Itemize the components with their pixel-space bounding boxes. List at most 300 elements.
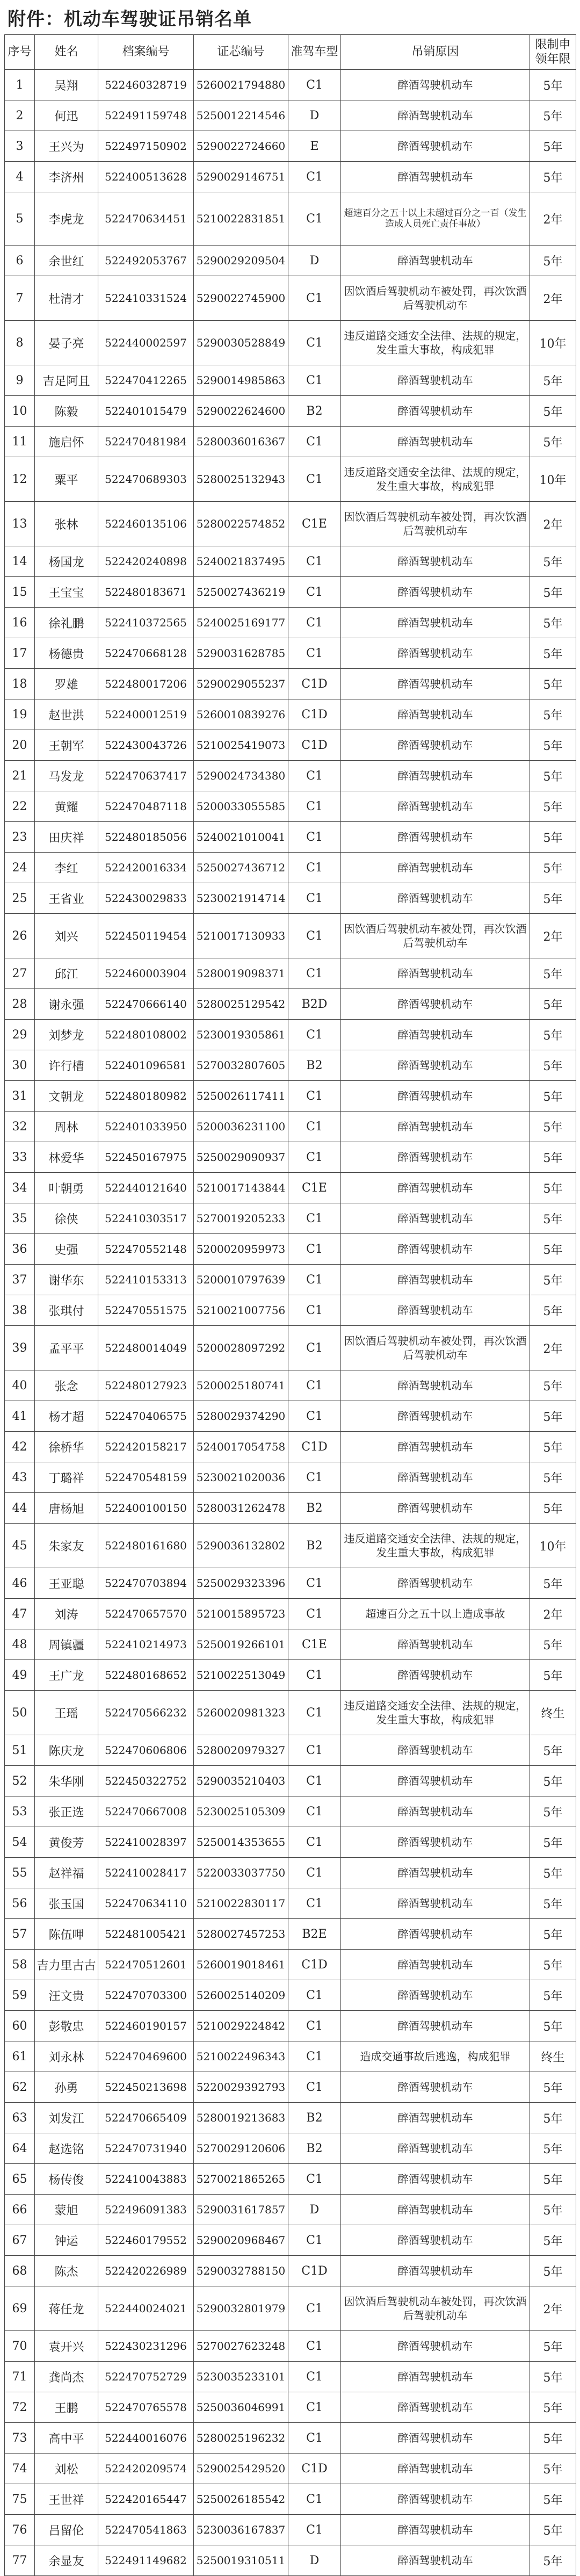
revocation-reason-cell: 醉酒驾驶机动车 (341, 1173, 530, 1203)
restriction-years-cell: 5年 (530, 1370, 576, 1401)
restriction-years-cell: 5年 (530, 608, 576, 638)
restriction-years-cell: 5年 (530, 2225, 576, 2256)
revocation-reason-cell: 醉酒驾驶机动车 (341, 2545, 530, 2576)
table-row (5, 276, 576, 321)
driver-name-cell: 粟平 (35, 457, 98, 502)
driver-name-cell: 田庆祥 (35, 822, 98, 853)
restriction-years-cell: 5年 (530, 1888, 576, 1919)
table-row (5, 2164, 576, 2195)
chip-number-cell: 5290032788150 (194, 2256, 288, 2286)
row-index-cell: 65 (5, 2164, 35, 2195)
row-index-cell: 35 (5, 1203, 35, 1234)
file-number-cell: 522420158217 (98, 1432, 194, 1462)
chip-number-cell: 5230021020036 (194, 1462, 288, 1493)
revocation-reason-cell: 醉酒驾驶机动车 (341, 1050, 530, 1081)
vehicle-class-cell: B2 (288, 1524, 341, 1568)
driver-name-cell: 王世祥 (35, 2484, 98, 2515)
row-index-cell: 77 (5, 2545, 35, 2576)
row-index-cell: 76 (5, 2515, 35, 2545)
vehicle-class-cell: C1 (288, 791, 341, 822)
driver-name-cell: 赵祥福 (35, 1858, 98, 1888)
revocation-reason-cell: 醉酒驾驶机动车 (341, 1919, 530, 1950)
row-index-cell: 52 (5, 1766, 35, 1796)
row-index-cell: 7 (5, 276, 35, 321)
driver-name-cell: 张念 (35, 1370, 98, 1401)
file-number-cell: 522460328719 (98, 70, 194, 100)
restriction-years-cell: 2年 (530, 1599, 576, 1629)
revocation-reason-cell: 醉酒驾驶机动车 (341, 1401, 530, 1432)
chip-number-cell: 5250019310511 (194, 2545, 288, 2576)
restriction-years-cell: 5年 (530, 1858, 576, 1888)
chip-number-cell: 5290014985863 (194, 365, 288, 396)
row-index-cell: 71 (5, 2362, 35, 2392)
restriction-years-cell: 2年 (530, 2286, 576, 2331)
vehicle-class-cell: C1 (288, 1203, 341, 1234)
restriction-years-cell: 5年 (530, 2133, 576, 2164)
chip-number-cell: 5230025105309 (194, 1796, 288, 1827)
file-number-cell: 522410303517 (98, 1203, 194, 1234)
file-number-cell: 522470731940 (98, 2133, 194, 2164)
chip-number-cell: 5280036016367 (194, 427, 288, 457)
chip-number-cell: 5210022496343 (194, 2041, 288, 2072)
revocation-reason-cell: 醉酒驾驶机动车 (341, 546, 530, 577)
restriction-years-cell: 5年 (530, 1629, 576, 1660)
driver-name-cell: 张正选 (35, 1796, 98, 1827)
table-row (5, 192, 576, 246)
row-index-cell: 45 (5, 1524, 35, 1568)
file-number-cell: 522470512601 (98, 1950, 194, 1980)
table-row (5, 2041, 576, 2072)
revocation-reason-cell: 醉酒驾驶机动车 (341, 1735, 530, 1766)
vehicle-class-cell: B2 (288, 2103, 341, 2133)
revocation-reason-cell: 醉酒驾驶机动车 (341, 246, 530, 276)
driver-name-cell: 文朝龙 (35, 1081, 98, 1112)
table-row (5, 1050, 576, 1081)
driver-name-cell: 吴翔 (35, 70, 98, 100)
driver-name-cell: 杨德贵 (35, 638, 98, 669)
chip-number-cell: 5200033055585 (194, 791, 288, 822)
vehicle-class-cell: C1D (288, 699, 341, 730)
vehicle-class-cell: C1 (288, 2011, 341, 2041)
chip-number-cell: 5200025180741 (194, 1370, 288, 1401)
chip-number-cell: 5260019018461 (194, 1950, 288, 1980)
table-row (5, 761, 576, 791)
driver-name-cell: 钟运 (35, 2225, 98, 2256)
driver-name-cell: 陈庆龙 (35, 1735, 98, 1766)
table-row (5, 2454, 576, 2484)
row-index-cell: 12 (5, 457, 35, 502)
restriction-years-cell: 5年 (530, 822, 576, 853)
vehicle-class-cell: C1 (288, 1858, 341, 1888)
row-index-cell: 43 (5, 1462, 35, 1493)
vehicle-class-cell: C1 (288, 822, 341, 853)
restriction-years-cell: 5年 (530, 1827, 576, 1858)
restriction-years-cell: 5年 (530, 791, 576, 822)
chip-number-cell: 5210029224842 (194, 2011, 288, 2041)
chip-number-cell: 5270019205233 (194, 1203, 288, 1234)
revocation-reason-cell: 醉酒驾驶机动车 (341, 2454, 530, 2484)
chip-number-cell: 5280019213683 (194, 2103, 288, 2133)
chip-number-cell: 5290025429520 (194, 2454, 288, 2484)
driver-name-cell: 杨国龙 (35, 546, 98, 577)
chip-number-cell: 5250027436219 (194, 577, 288, 608)
file-number-cell: 522450119454 (98, 914, 194, 958)
revocation-reason-cell: 醉酒驾驶机动车 (341, 1980, 530, 2011)
table-row (5, 638, 576, 669)
row-index-cell: 50 (5, 1691, 35, 1735)
revocation-reason-cell: 醉酒驾驶机动车 (341, 958, 530, 989)
restriction-years-cell: 5年 (530, 1735, 576, 1766)
row-index-cell: 46 (5, 1568, 35, 1599)
vehicle-class-cell: B2D (288, 989, 341, 1020)
restriction-years-cell: 5年 (530, 2195, 576, 2225)
revocation-reason-cell: 醉酒驾驶机动车 (341, 2331, 530, 2362)
revocation-reason-cell: 醉酒驾驶机动车 (341, 853, 530, 883)
restriction-years-cell: 5年 (530, 2103, 576, 2133)
chip-number-cell: 5280031262478 (194, 1493, 288, 1524)
file-number-cell: 522481005421 (98, 1919, 194, 1950)
file-number-cell: 522480185056 (98, 822, 194, 853)
restriction-years-cell: 5年 (530, 1265, 576, 1295)
table-row (5, 1660, 576, 1691)
revocation-reason-cell: 醉酒驾驶机动车 (341, 1796, 530, 1827)
row-index-cell: 10 (5, 396, 35, 427)
file-number-cell: 522470765578 (98, 2392, 194, 2423)
table-row (5, 1203, 576, 1234)
file-number-cell: 522480108002 (98, 1020, 194, 1050)
file-number-cell: 522470634110 (98, 1888, 194, 1919)
revocation-reason-cell: 醉酒驾驶机动车 (341, 162, 530, 192)
file-number-cell: 522410028397 (98, 1827, 194, 1858)
revocation-reason-cell: 醉酒驾驶机动车 (341, 1370, 530, 1401)
vehicle-class-cell: B2 (288, 2133, 341, 2164)
driver-name-cell: 王朝军 (35, 730, 98, 761)
row-index-cell: 56 (5, 1888, 35, 1919)
driver-name-cell: 施启怀 (35, 427, 98, 457)
row-index-cell: 15 (5, 577, 35, 608)
chip-number-cell: 5290032801979 (194, 2286, 288, 2331)
restriction-years-cell: 5年 (530, 1295, 576, 1326)
file-number-cell: 522470469600 (98, 2041, 194, 2072)
restriction-years-cell: 5年 (530, 883, 576, 914)
vehicle-class-cell: C1 (288, 1568, 341, 1599)
table-row (5, 1980, 576, 2011)
table-row (5, 1827, 576, 1858)
row-index-cell: 39 (5, 1326, 35, 1370)
table-row (5, 1081, 576, 1112)
vehicle-class-cell: C1 (288, 2041, 341, 2072)
driver-name-cell: 王兴为 (35, 131, 98, 162)
chip-number-cell: 5210022831851 (194, 192, 288, 246)
file-number-cell: 522440024021 (98, 2286, 194, 2331)
file-number-cell: 522420240898 (98, 546, 194, 577)
restriction-years-cell: 5年 (530, 396, 576, 427)
vehicle-class-cell: C1 (288, 162, 341, 192)
revocation-reason-cell: 违反道路交通安全法律、法规的规定，发生重大事故，构成犯罪 (341, 457, 530, 502)
restriction-years-cell: 5年 (530, 2256, 576, 2286)
restriction-years-cell: 5年 (530, 2362, 576, 2392)
driver-name-cell: 王省业 (35, 883, 98, 914)
restriction-years-cell: 5年 (530, 1980, 576, 2011)
file-number-cell: 522470548159 (98, 1462, 194, 1493)
table-row (5, 2423, 576, 2454)
chip-number-cell: 5260020981323 (194, 1691, 288, 1735)
revocation-reason-cell: 醉酒驾驶机动车 (341, 577, 530, 608)
driver-name-cell: 陈伍呷 (35, 1919, 98, 1950)
vehicle-class-cell: C1 (288, 70, 341, 100)
revocation-reason-cell: 因饮酒后驾驶机动车被处罚，再次饮酒后驾驶机动车 (341, 1326, 530, 1370)
driver-name-cell: 袁开兴 (35, 2331, 98, 2362)
file-number-cell: 522470689303 (98, 457, 194, 502)
table-row (5, 1234, 576, 1265)
file-number-cell: 522410153313 (98, 1265, 194, 1295)
driver-name-cell: 徐礼鹏 (35, 608, 98, 638)
chip-number-cell: 5250014353655 (194, 1827, 288, 1858)
row-index-cell: 34 (5, 1173, 35, 1203)
row-index-cell: 2 (5, 100, 35, 131)
chip-number-cell: 5290029146751 (194, 162, 288, 192)
row-index-cell: 9 (5, 365, 35, 396)
row-index-cell: 4 (5, 162, 35, 192)
table-row (5, 1796, 576, 1827)
table-row (5, 822, 576, 853)
file-number-cell: 522480180982 (98, 1081, 194, 1112)
restriction-years-cell: 5年 (530, 1493, 576, 1524)
restriction-years-cell: 5年 (530, 70, 576, 100)
revocation-reason-cell: 醉酒驾驶机动车 (341, 1950, 530, 1980)
table-row (5, 1462, 576, 1493)
restriction-years-cell: 5年 (530, 246, 576, 276)
driver-name-cell: 许行槽 (35, 1050, 98, 1081)
revocation-reason-cell: 因饮酒后驾驶机动车被处罚，再次饮酒后驾驶机动车 (341, 276, 530, 321)
file-number-cell: 522470487118 (98, 791, 194, 822)
restriction-years-cell: 5年 (530, 1112, 576, 1142)
row-index-cell: 36 (5, 1234, 35, 1265)
table-row (5, 1599, 576, 1629)
file-number-cell: 522450213698 (98, 2072, 194, 2103)
row-index-cell: 13 (5, 502, 35, 546)
file-number-cell: 522497150902 (98, 131, 194, 162)
restriction-years-cell: 5年 (530, 365, 576, 396)
driver-name-cell: 徐侠 (35, 1203, 98, 1234)
restriction-years-cell: 终生 (530, 2041, 576, 2072)
vehicle-class-cell: D (288, 2195, 341, 2225)
table-row (5, 2195, 576, 2225)
row-index-cell: 51 (5, 1735, 35, 1766)
vehicle-class-cell: C1 (288, 1691, 341, 1735)
revocation-reason-cell: 醉酒驾驶机动车 (341, 2103, 530, 2133)
vehicle-class-cell: C1 (288, 365, 341, 396)
driver-name-cell: 李虎龙 (35, 192, 98, 246)
vehicle-class-cell: C1D (288, 2454, 341, 2484)
table-row (5, 70, 576, 100)
driver-name-cell: 丁璐祥 (35, 1462, 98, 1493)
chip-number-cell: 5270029120606 (194, 2133, 288, 2164)
revocation-reason-cell: 造成交通事故后逃逸，构成犯罪 (341, 2041, 530, 2072)
driver-name-cell: 王广龙 (35, 1660, 98, 1691)
table-row (5, 2103, 576, 2133)
revocation-reason-cell: 醉酒驾驶机动车 (341, 608, 530, 638)
revocation-reason-cell: 醉酒驾驶机动车 (341, 2392, 530, 2423)
chip-number-cell: 5220033037750 (194, 1858, 288, 1888)
driver-name-cell: 邱江 (35, 958, 98, 989)
revocation-reason-cell: 醉酒驾驶机动车 (341, 1234, 530, 1265)
driver-name-cell: 晏子亮 (35, 321, 98, 365)
revocation-reason-cell: 醉酒驾驶机动车 (341, 1265, 530, 1295)
file-number-cell: 522410214973 (98, 1629, 194, 1660)
vehicle-class-cell: C1 (288, 321, 341, 365)
table-row (5, 853, 576, 883)
table-row (5, 1629, 576, 1660)
revocation-reason-cell: 醉酒驾驶机动车 (341, 1660, 530, 1691)
restriction-years-cell: 5年 (530, 1050, 576, 1081)
vehicle-class-cell: B2 (288, 396, 341, 427)
driver-name-cell: 彭敬忠 (35, 2011, 98, 2041)
file-number-cell: 522480014049 (98, 1326, 194, 1370)
table-row (5, 1858, 576, 1888)
vehicle-class-cell: C1E (288, 502, 341, 546)
chip-number-cell: 5280025129542 (194, 989, 288, 1020)
revocation-reason-cell: 醉酒驾驶机动车 (341, 1020, 530, 1050)
file-number-cell: 522450322752 (98, 1766, 194, 1796)
row-index-cell: 23 (5, 822, 35, 853)
chip-number-cell: 5230036167837 (194, 2515, 288, 2545)
vehicle-class-cell: C1D (288, 1950, 341, 1980)
vehicle-class-cell: C1 (288, 2484, 341, 2515)
restriction-years-cell: 5年 (530, 989, 576, 1020)
vehicle-class-cell: C1D (288, 1432, 341, 1462)
file-number-cell: 522470667008 (98, 1796, 194, 1827)
vehicle-class-cell: B2 (288, 1050, 341, 1081)
vehicle-class-cell: D (288, 100, 341, 131)
chip-number-cell: 5250026117411 (194, 1081, 288, 1112)
restriction-years-cell: 5年 (530, 1173, 576, 1203)
table-row (5, 699, 576, 730)
driver-name-cell: 张玉国 (35, 1888, 98, 1919)
file-number-cell: 522470666140 (98, 989, 194, 1020)
row-index-cell: 48 (5, 1629, 35, 1660)
restriction-years-cell: 终生 (530, 1691, 576, 1735)
revocation-reason-cell: 因饮酒后驾驶机动车被处罚，再次饮酒后驾驶机动车 (341, 2286, 530, 2331)
revocation-reason-cell: 醉酒驾驶机动车 (341, 1142, 530, 1173)
chip-number-cell: 5210021007756 (194, 1295, 288, 1326)
table-header-row (5, 35, 576, 70)
table-row (5, 2011, 576, 2041)
revocation-reason-cell: 醉酒驾驶机动车 (341, 2133, 530, 2164)
vehicle-class-cell: C1 (288, 853, 341, 883)
chip-number-cell: 5230035233101 (194, 2362, 288, 2392)
table-row (5, 1493, 576, 1524)
table-row (5, 989, 576, 1020)
file-number-cell: 522470657570 (98, 1599, 194, 1629)
vehicle-class-cell: C1 (288, 958, 341, 989)
chip-number-cell: 5240025169177 (194, 608, 288, 638)
chip-number-cell: 5290022624600 (194, 396, 288, 427)
revocation-reason-cell: 违反道路交通安全法律、法规的规定，发生重大事故，构成犯罪 (341, 1691, 530, 1735)
chip-number-cell: 5230019305861 (194, 1020, 288, 1050)
driver-name-cell: 刘永林 (35, 2041, 98, 2072)
row-index-cell: 32 (5, 1112, 35, 1142)
revocation-reason-cell: 醉酒驾驶机动车 (341, 1568, 530, 1599)
driver-name-cell: 王瑶 (35, 1691, 98, 1735)
file-number-cell: 522470566232 (98, 1691, 194, 1735)
revocation-reason-cell: 因饮酒后驾驶机动车被处罚，再次饮酒后驾驶机动车 (341, 914, 530, 958)
vehicle-class-cell: C1 (288, 2392, 341, 2423)
restriction-years-cell: 5年 (530, 2484, 576, 2515)
chip-number-cell: 5210017130933 (194, 914, 288, 958)
file-number-cell: 522420016334 (98, 853, 194, 883)
chip-number-cell: 5290030528849 (194, 321, 288, 365)
driver-name-cell: 高中平 (35, 2423, 98, 2454)
file-number-cell: 522410028417 (98, 1858, 194, 1888)
driver-name-cell: 杜清才 (35, 276, 98, 321)
file-number-cell: 522460190157 (98, 2011, 194, 2041)
table-row (5, 2225, 576, 2256)
table-row (5, 162, 576, 192)
revocation-reason-cell: 醉酒驾驶机动车 (341, 1203, 530, 1234)
row-index-cell: 59 (5, 1980, 35, 2011)
restriction-years-cell: 10年 (530, 321, 576, 365)
file-number-cell: 522470551575 (98, 1295, 194, 1326)
vehicle-class-cell: C1E (288, 1629, 341, 1660)
revocation-reason-cell: 醉酒驾驶机动车 (341, 396, 530, 427)
chip-number-cell: 5280025196232 (194, 2423, 288, 2454)
file-number-cell: 522410372565 (98, 608, 194, 638)
row-index-cell: 30 (5, 1050, 35, 1081)
file-number-cell: 522400012519 (98, 699, 194, 730)
table-row (5, 1401, 576, 1432)
vehicle-class-cell: C1 (288, 2286, 341, 2331)
driver-name-cell: 张林 (35, 502, 98, 546)
table-row (5, 2133, 576, 2164)
file-number-cell: 522401015479 (98, 396, 194, 427)
row-index-cell: 28 (5, 989, 35, 1020)
vehicle-class-cell: C1 (288, 761, 341, 791)
file-number-cell: 522492053767 (98, 246, 194, 276)
file-number-cell: 522410331524 (98, 276, 194, 321)
revocation-reason-cell: 醉酒驾驶机动车 (341, 1766, 530, 1796)
driver-name-cell: 吉力里古古 (35, 1950, 98, 1980)
chip-number-cell: 5210015895723 (194, 1599, 288, 1629)
driver-name-cell: 刘梦龙 (35, 1020, 98, 1050)
revocation-reason-cell: 醉酒驾驶机动车 (341, 2195, 530, 2225)
chip-number-cell: 5240021010041 (194, 822, 288, 853)
table-row (5, 958, 576, 989)
table-row (5, 2362, 576, 2392)
chip-number-cell: 5220029392793 (194, 2072, 288, 2103)
table-row (5, 2545, 576, 2576)
driver-name-cell: 叶朝勇 (35, 1173, 98, 1203)
file-number-cell: 522491159748 (98, 100, 194, 131)
row-index-cell: 1 (5, 70, 35, 100)
table-row (5, 1142, 576, 1173)
vehicle-class-cell: C1 (288, 2331, 341, 2362)
file-number-cell: 522460003904 (98, 958, 194, 989)
driver-name-cell: 吉足阿且 (35, 365, 98, 396)
revocation-reason-cell: 违反道路交通安全法律、法规的规定，发生重大事故，构成犯罪 (341, 321, 530, 365)
table-row (5, 365, 576, 396)
vehicle-class-cell: C1 (288, 883, 341, 914)
revocation-table (4, 34, 576, 2576)
file-number-cell: 522430043726 (98, 730, 194, 761)
vehicle-class-cell: C1 (288, 1660, 341, 1691)
vehicle-class-cell: C1 (288, 1827, 341, 1858)
row-index-cell: 26 (5, 914, 35, 958)
restriction-years-cell: 10年 (530, 1524, 576, 1568)
driver-name-cell: 陈杰 (35, 2256, 98, 2286)
table-row (5, 2515, 576, 2545)
row-index-cell: 68 (5, 2256, 35, 2286)
